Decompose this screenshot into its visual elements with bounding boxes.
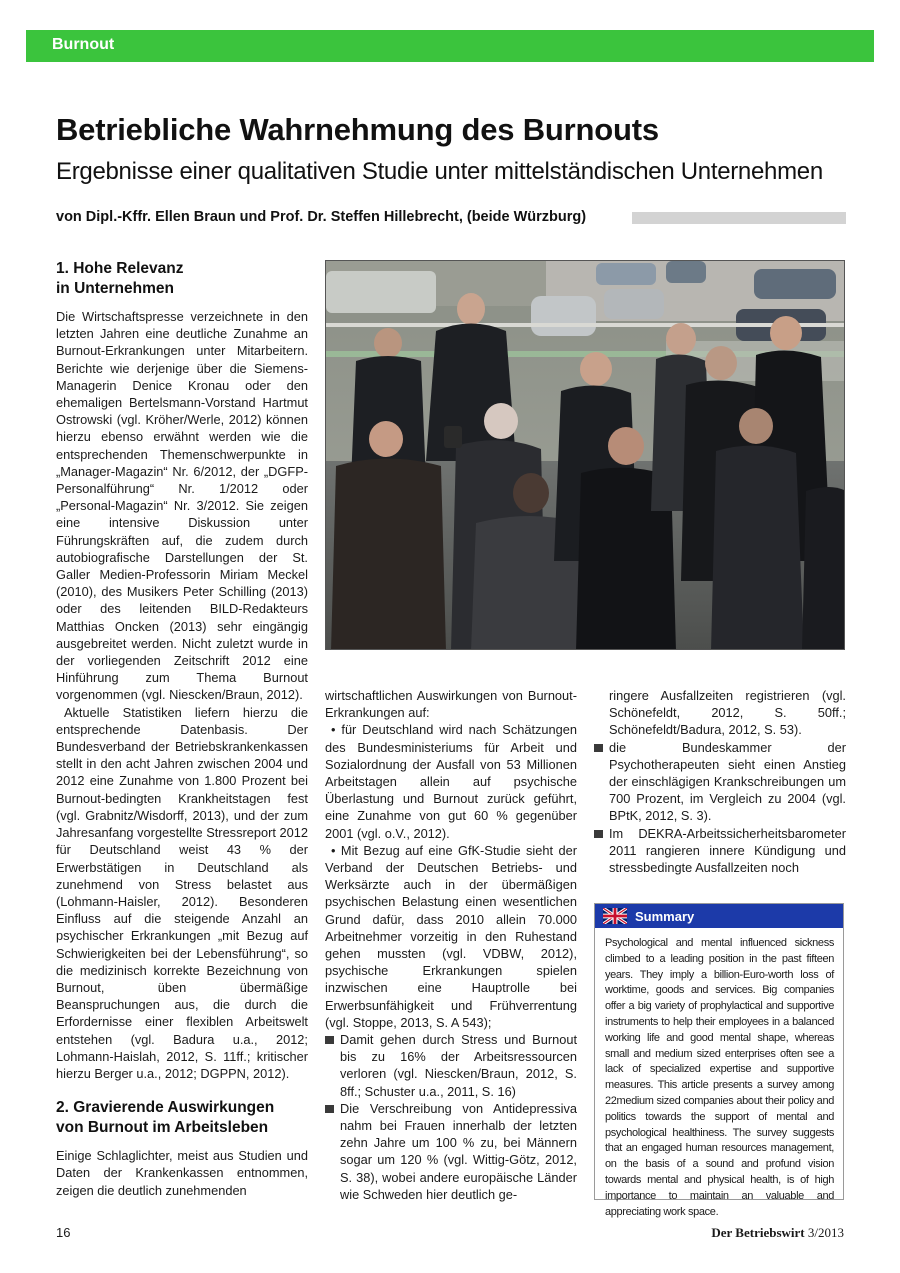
list-item: • Mit Bezug auf eine GfK-Studie sieht der Verband der Deutschen Betriebs- und Werksärzte auch in der übermäßigen psychischen Belastung einen wesentlichen Grund dafür, dass 2010 allein 70.000 Arbeitnehmer vorzeitig in den Ruhestand gehen mussten (vgl. VDBW, 2012), psychische Erkrankungen spielen inzwischen eine Hauptrolle bei Erwerbsunfähigkeit und Frühverrentung (vgl. Stoppe, 2013, S. A 543); <box>325 842 577 1030</box>
list-item <box>594 739 846 825</box>
column-2 <box>325 687 577 1203</box>
journal-footer <box>711 1225 844 1241</box>
section-heading-2-line1: 2. Gravierende Auswirkungen <box>56 1099 275 1117</box>
byline-rule <box>632 212 846 224</box>
section-heading-2 <box>56 1098 308 1138</box>
list-item <box>325 1031 577 1100</box>
square-bullet-icon <box>325 1036 334 1044</box>
list-item-text: Damit gehen durch Stress und Burnout bis zu 16% der Arbeitsressourcen verloren (vgl. Niescken/Braun, 2012, S. 8ff.; Schuster u.a., 2011, S. 16) <box>340 1032 577 1099</box>
article-subtitle: Ergebnisse einer qualitativen Studie unter mittelständischen Unternehmen <box>56 158 823 185</box>
summary-text: Psychological and mental influenced sickness climbed to a leading position in the past fifteen years. They imply a billion-Euro-worth loss of worktime, goods and services. Big companies offer a big variety of prophylactical and supportive instruments to help their employees in a balanced working life and good mental shape, whereas small and medium sized enterprises often see a lack of specialized expertise and supportive measures. This article presents a survey among 22medium sized companies about their policy and politics towards the support of mental and psychological healthiness. The survey suggests that an engaged human resources management, on the basis of a sound and profund vision towards mental and physical health, is of high importance to maintain an valuable and appreciating work space. <box>605 937 834 1218</box>
list-item <box>594 825 846 877</box>
article-photo <box>325 260 845 650</box>
section-heading-1-line2: in Unternehmen <box>56 280 174 297</box>
square-bullet-icon <box>325 1105 334 1113</box>
paragraph: Die Wirtschaftspresse verzeichnete in den letzten Jahren eine deutliche Zunahme an Burnout-Erkrankungen unter Mitarbeitern. Berichte wie derjenige über die Siemens-Managerin Denice Kronau oder den ehemaligen Bertelsmann-Vorstand Hartmut Ostrowski (vgl. Kröher/Werle, 2012) können hierzu ebenso erwähnt werden wie die entsprechenden Themenschwerpunkte in „Manager-Magazin“ Nr. 6/2012, der „DGFP-Personalführung“ Nr. 1/2012 oder „Personal-Magazin“ Nr. 3/2012. Sie zeigen eine intensive Diskussion unter Führungskräften auf, die zudem durch autobiografische Darstellungen der St. Galler Medien-Professorin Miriam Meckel (2010), des Musikers Peter Schilling (2013) oder des leitenden BILD-Redakteurs Matthias Oncken (2013) sehr eingängig ausgebreitet werden. Nicht zuletzt wurde in der vorliegenden Zeitschrift 2012 eine Hinführung zum Thema Burnout vorgenommen (vgl. Niescken/Braun, 2012). <box>56 309 308 703</box>
column-3 <box>594 687 846 876</box>
list-item-text: Im DEKRA-Arbeitssicherheitsbarometer 2011 rangieren innere Kündigung und stressbedingte Ausfallzeiten noch <box>609 825 846 876</box>
list-item <box>325 1100 577 1203</box>
author-byline: von Dipl.-Kffr. Ellen Braun und Prof. Dr. Steffen Hillebrecht, (beide Würzburg) <box>56 209 587 225</box>
photo-crowd-image <box>326 261 845 650</box>
list-item-text: die Bundeskammer der Psychotherapeuten sieht einen Anstieg der einschlägigen Krankschreibungen um 700 Prozent, im Vergleich zu 2004 (vgl. BPtK, 2012, S. 3). <box>609 739 846 824</box>
column-1 <box>56 259 308 1199</box>
section-heading-1 <box>56 259 308 299</box>
paragraph: Einige Schlaglichter, meist aus Studien und Daten der Krankenkassen entnommen, zeigen die deutlich zunehmenden <box>56 1148 308 1198</box>
summary-header <box>595 904 843 928</box>
journal-name: Der Betriebswirt <box>711 1225 805 1240</box>
paragraph: ringere Ausfallzeiten registrieren (vgl. Schönefeldt, 2012, S. 50ff.; Schönefeldt/Badura, 2012, S. 53). <box>609 688 846 738</box>
page-number: 16 <box>56 1225 71 1240</box>
paragraph: Aktuelle Statistiken liefern hierzu die entsprechende Datenbasis. Der Bundesverband der Betriebskrankenkassen stellt in den acht Jahren zwischen 2004 und 2012 eine Zunahme von 1.800 Prozent bei Burnout-bedingten Krankheitstagen fest (vgl. Grabnitz/Wisdorff, 2013), und der zum Jahresanfang vorgestellte Stressreport 2012 für Deutschland weist 43 % der Erwerbstätigen in Deutschland als zunehmend von Stress belastet aus (Lohmann-Haisler, 2012). Besonderen Einfluss auf die steigende Anzahl an psychischer Erkrankungen „mit Bezug auf Schwierigkeiten bei der Lebensführung“, so die medizinisch korrekte Bezeichnung von Burnout, üben übermäßige Beanspruchungen aus, die durch die Erfordernisse einer flexiblen Arbeitswelt entstehen (vgl. Badura u.a., 2012; Lohmann-Haislah, 2012, S. 11ff.; kritischer hierzu Berger u.a., 2012; DGPPN, 2012). <box>56 704 308 1081</box>
article-title: Betriebliche Wahrnehmung des Burnouts <box>56 112 659 147</box>
paragraph: wirtschaftlichen Auswirkungen von Burnout-Erkrankungen auf: <box>325 688 577 721</box>
section-band <box>26 30 874 62</box>
square-bullet-icon <box>594 744 603 752</box>
journal-issue: 3/2013 <box>807 1225 844 1240</box>
summary-box <box>594 903 844 1218</box>
section-heading-1-line1: 1. Hohe Relevanz <box>56 260 184 277</box>
square-bullet-icon <box>594 830 603 838</box>
summary-label: Summary <box>635 908 695 924</box>
list-item: • für Deutschland wird nach Schätzungen des Bundesministeriums für Arbeit und Sozialordnung der Ausfall von 53 Millionen Arbeitstagen allein auf psychische Überlastung und Burnout zurück geführt, eine Zunahme von gut 60 % gegenüber 2001 (vgl. o.V., 2012). <box>325 722 577 841</box>
uk-flag-icon <box>603 908 627 924</box>
list-item-text: Die Verschreibung von Antidepressiva nahm bei Frauen innerhalb der letzten zehn Jahre um 100 % zu, bei Männern sogar um 120 % (vgl. Wittig-Götz, 2012, S. 38), wobei andere europäische Länder wie Schweden hier deutlich ge- <box>340 1100 577 1202</box>
section-heading-2-line2: von Burnout im Arbeitsleben <box>56 1119 269 1137</box>
section-label: Burnout <box>52 36 115 53</box>
